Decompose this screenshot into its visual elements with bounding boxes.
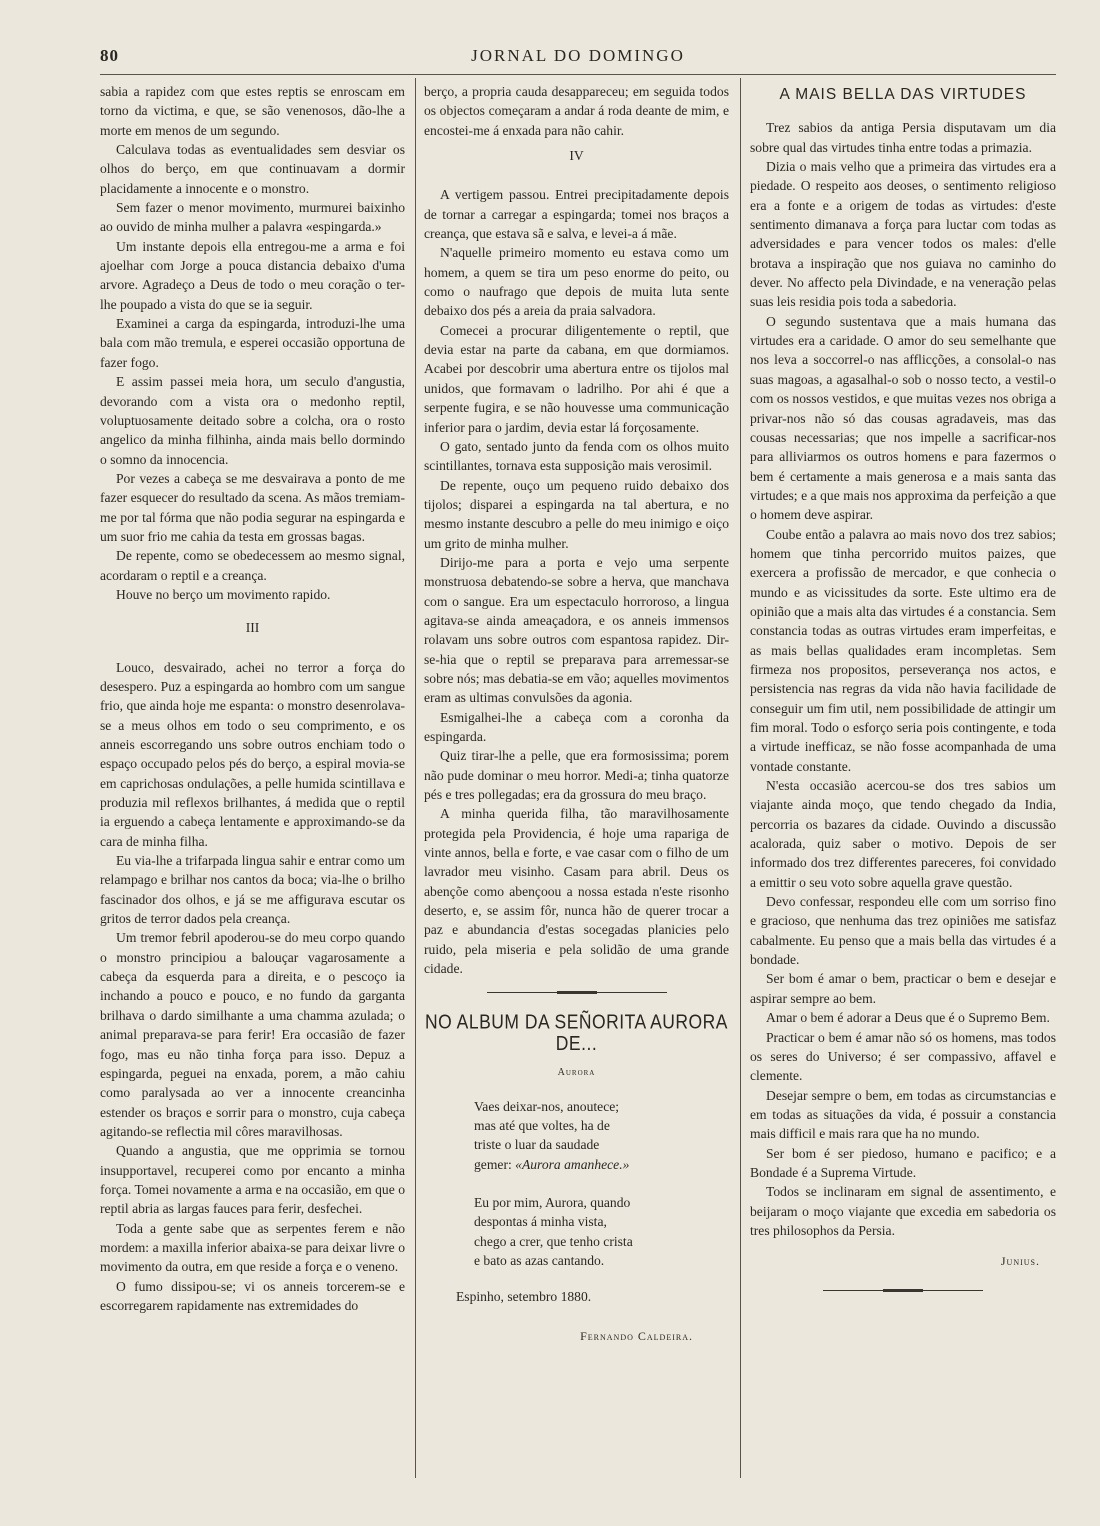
poem-line: triste o luar da saudade xyxy=(474,1137,600,1153)
divider-ornament xyxy=(823,1290,983,1294)
page-header xyxy=(100,46,1056,72)
paragraph: Desejar sempre o bem, em todas as circumstancias e em todas as situações da vida, é possuir a constancia mais difficil e mais rara que ha no mundo. xyxy=(750,1087,1056,1142)
column-2 xyxy=(424,82,729,1346)
header-rule xyxy=(100,74,1056,75)
paragraph: Sem fazer o menor movimento, murmurei baixinho ao ouvido de minha mulher a palavra «espingarda.» xyxy=(100,200,405,235)
poem-title: NO ALBUM DA SEÑORITA AURORA DE... xyxy=(425,1010,728,1056)
article-title: A MAIS BELLA DAS VIRTUDES xyxy=(779,86,1027,103)
paragraph: Houve no berço um movimento rapido. xyxy=(116,586,331,602)
paragraph: Por vezes a cabeça se me desvairava a ponto de me fazer esquecer do resultado da scena. As mãos tremiam-me por tal fórma que não podia segurar na espingarda e um suor frio me cahia da testa em grossas bagas. xyxy=(100,470,405,544)
poem-line: chego a crer, que tenho crista xyxy=(474,1233,633,1249)
page-number: 80 xyxy=(100,46,119,65)
paragraph: O segundo sustentava que a mais humana das virtudes era a caridade. O amor do seu semelhante que nos leva a soccorrel-o nas afflicções, a consolal-o nas suas magoas, a agasalhal-o sob o nosso tecto, a vestil-o com os nossos vestidos, e que muitas vezes nos obriga a privar-nos não só das cousas agradaveis, mas das cousas necessarias; que nos impelle a sacrificar-nos para alliviarmos os outros homens e para fazermos o bem é certamente a mais generosa e a mais santa das virtudes; e a que mais nos approxima da perfeição a que o homem deve aspirar. xyxy=(750,313,1056,523)
paragraph: Quiz tirar-lhe a pelle, que era formosissima; porem não pude dominar o meu horror. Medi-a; tinha quatorze pés e tres pollegadas; era da grossura do meu braço. xyxy=(424,748,729,803)
poem-line: e bato as azas cantando. xyxy=(474,1252,605,1268)
poem-line: mas até que voltes, ha de xyxy=(474,1117,610,1133)
paragraph: O fumo dissipou-se; vi os anneis torcerem-se e escorregarem rapidamente nas extremidades do xyxy=(100,1278,405,1313)
section-number: IV xyxy=(569,148,584,164)
paragraph: Coube então a palavra ao mais novo dos trez sabios; homem que tinha percorrido muitos paizes, que exercera a profissão de mercador, e que conhecia o mundo e as vicissitudes da sorte. Este ultimo era de opinião que a mais alta das virtudes é a constancia. Sem constancia todas as outras virtudes eram imperfeitas, e as mais bellas qualidades eram incompletas. Sem firmeza nos propositos, perseverança nos actos, e persistencia nas regras da vida não havia facilidade de conseguir um fim util, nem possibilidade de attingir um fim moral. Todo o esforço seria pois contingente, e toda a virtude inefficaz, se não fosse acompanhada de uma vontade constante. xyxy=(750,526,1056,774)
column-3 xyxy=(750,82,1056,1294)
divider-ornament xyxy=(487,992,667,996)
paragraph: N'aquelle primeiro momento eu estava como um homem, a quem se tira um peso enorme do peito, ou como o naufrago que depois de muita luta sente debaixo dos pés a areia da praia salvadora. xyxy=(424,245,729,319)
column-divider-2 xyxy=(740,78,741,1478)
paragraph: berço, a propria cauda desappareceu; em seguida todos os objectos começaram a andar á roda deante de mim, e encostei-me á enxada para não cahir. xyxy=(424,84,729,138)
poem-line-text: gemer: xyxy=(474,1156,516,1172)
paragraph: Practicar o bem é amar não só os homens, mas todos os seres do Universo; é ser compassivo, affavel e clemente. xyxy=(750,1029,1056,1084)
paragraph: sabia a rapidez com que estes reptis se enroscam em torno da victima, e que, se são venenosos, dão-lhe a morte em menos de um segundo. xyxy=(100,84,405,138)
poem-line: Eu por mim, Aurora, quando xyxy=(474,1194,631,1210)
poem-stanza-2 xyxy=(474,1193,729,1270)
poem-dateline: Espinho, setembro 1880. xyxy=(456,1289,592,1305)
paragraph: E assim passei meia hora, um seculo d'angustia, devorando com a vista ora o medonho reptil, voluptuosamente deitado sobre a colcha, ora o rosto angelico da minha filhinha, ainda mais bello dormindo o somno da innocencia. xyxy=(100,374,405,467)
paragraph: Louco, desvairado, achei no terror a força do desespero. Puz a espingarda ao hombro com um sangue frio, que ainda hoje me espanta: o monstro desenrolava-se a meus olhos em todo o seu comprimento, e os anneis escorregando uns sobre outros enchiam todo o espaço occupado pelos pés do berço, a espiral movia-se em caprichosas ondulações, a pelle humida scintillava e produzia mil reflexos brilhantes, á medida que o reptil ia erguendo a cabeça lentamente e approximando-se da cara de minha filha. xyxy=(100,659,405,849)
paragraph: Ser bom é ser piedoso, humano e pacifico; e a Bondade é a Suprema Virtude. xyxy=(750,1145,1056,1180)
author-signature: Junius. xyxy=(1000,1254,1040,1269)
paragraph: O gato, sentado junto da fenda com os olhos muito scintillantes, tornava esta supposição mais verosimil. xyxy=(424,438,729,474)
journal-title: JORNAL DO DOMINGO xyxy=(471,46,685,65)
paragraph: Quando a angustia, que me opprimia se tornou insupportavel, recuperei como por encanto a minha força. Tomei novamente a arma e na occasião, em que o reptil abria as largas fauces para ferir, desfechei. xyxy=(100,1143,405,1217)
paragraph: Trez sabios da antiga Persia disputavam um dia sobre qual das virtudes tinha entre todas a primazia. xyxy=(750,120,1056,155)
author-signature: Fernando Caldeira. xyxy=(580,1328,693,1343)
paragraph: Calculava todas as eventualidades sem desviar os olhos do berço, em que continuavam a dormir placidamente a innocente e o monstro. xyxy=(100,142,405,196)
poem-subtitle: Aurora xyxy=(557,1067,596,1079)
paragraph: Devo confessar, respondeu elle com um sorriso fino e gracioso, que nenhuma das trez opiniões me satisfaz cabalmente. Eu penso que a mais bella das virtudes é a bondade. xyxy=(750,894,1056,968)
paragraph: De repente, ouço um pequeno ruido debaixo dos tijolos; disparei a espingarda na tal abertura, e no mesmo instante descubro a pelle do meu inimigo e oiço um grito de minha mulher. xyxy=(424,477,729,551)
paragraph: Um tremor febril apoderou-se do meu corpo quando o monstro principiou a balouçar vagarosamente a cabeça da esquerda para a direita, e o pescoço ia inchando a pouco e pouco, e no fundo da garganta brilhava o dardo similhante a uma chamma azulada; o animal preparava-se para ferir! Era occasião de fazer fogo, mas eu não tinha força para isso. Depuz a espingarda, peguei na enxada, porem, a mão cahiu como paralysada ao ver a innocente creancinha estender os braços e sorrir para o monstro, cuja cabeça agitando-se reflectia mil côres maravilhosas. xyxy=(100,930,405,1139)
poem-line: Vaes deixar-nos, anoutece; xyxy=(474,1098,620,1114)
column-1 xyxy=(100,82,405,1315)
paragraph: Todos se inclinaram em signal de assentimento, e beijaram o moço viajante que excedia em sabedoria os tres philosophos da Persia. xyxy=(750,1184,1056,1238)
poem-line xyxy=(474,1155,729,1174)
paragraph: Toda a gente sabe que as serpentes ferem e não mordem: a maxilla inferior abaixa-se para deixar livre o movimento da outra, em que reside a força e o veneno. xyxy=(100,1220,405,1275)
paragraph: A minha querida filha, tão maravilhosamente protegida pela Providencia, é hoje uma rapariga de vinte annos, bella e forte, e vae casar com o filho de um lavrador meu visinho. Casam para abril. Deus os abençõe como abençoou a nossa estada n'este risonho deserto, e, se assim fôr, nunca hão de querer trocar a paz e abundancia d'estas socegadas planicies pelo ruido, pela miseria e pela solidão de uma grande cidade. xyxy=(424,806,729,977)
paragraph: A vertigem passou. Entrei precipitadamente depois de tornar a carregar a espingarda; tomei nos braços a creança, que estava sã e salva, e levei-a á mãe. xyxy=(424,187,729,242)
paragraph: Eu via-lhe a trifarpada lingua sahir e entrar como um relampago e brilhar nos cantos da boca; via-lhe o brilho fascinador dos olhos, e já se me affigurava escutar os gritos de terror dados pela creança. xyxy=(100,853,405,927)
paragraph: N'esta occasião acercou-se dos tres sabios um viajante ainda moço, que tendo chegado da India, percorria os bazares da cidade. Ouvindo a discussão acalorada, quiz saber o motivo. Depois de ser informado dos trez differentes pareceres, foi convidado a emittir o seu voto sobre aquella grave questão. xyxy=(750,778,1056,890)
paragraph: Esmigalhei-lhe a cabeça com a coronha da espingarda. xyxy=(424,709,729,744)
poem-line-italic: «Aurora amanhece.» xyxy=(515,1156,630,1172)
paragraph: Amar o bem é adorar a Deus que é o Supremo Bem. xyxy=(766,1010,1050,1026)
paragraph: De repente, como se obedecessem ao mesmo signal, acordaram o reptil e a creança. xyxy=(100,548,405,583)
paragraph: Comecei a procurar diligentemente o reptil, que devia estar na parte da cabana, em que dormiamos. Acabei por descobrir uma abertura entre os tijolos mal unidos, que formavam o ladrilho. Por ahi é que a serpente fugira, e se não houvesse uma communicação inferior para o jardim, devia estar lá forçosamente. xyxy=(424,322,729,435)
poem-stanza-1 xyxy=(474,1097,729,1174)
paragraph: Dizia o mais velho que a primeira das virtudes era a piedade. O respeito aos deoses, o sentimento religioso era a fonte e a origem de todas as virtudes: d'este sentimento dimanava a força para luctar com todas as adversidades e para vencer todos os males: d'elle brotava a inspiração que nos guiava no caminho do dever. No affecto pela Divindade, e na veneração pelas suas leis residia pois toda a sabedoria. xyxy=(750,159,1056,310)
poem-line: despontas á minha vista, xyxy=(474,1214,607,1230)
column-divider-1 xyxy=(415,78,416,1478)
paragraph: Ser bom é amar o bem, practicar o bem e desejar e aspirar sempre ao bem. xyxy=(750,971,1056,1006)
paragraph: Dirijo-me para a porta e vejo uma serpente monstruosa debatendo-se sobre a herva, que manchava com o sangue. Era um espectaculo horroroso, a lingua agitava-se ainda ameaçadora, e os anneis immensos rolavam uns sobre outros com espantosa rapidez. Dir-se-hia que o reptil se preparava para arremessar-se sobre nós; mas debatia-se em vão; aquelles movimentos eram as ultimas convulsões da agonia. xyxy=(424,554,729,706)
section-number: III xyxy=(245,620,260,636)
paragraph: Examinei a carga da espingarda, introduzi-lhe uma bala com mão tremula, e esperei occasião opportuna de fazer fogo. xyxy=(100,316,405,370)
paragraph: Um instante depois ella entregou-me a arma e foi ajoelhar com Jorge a pouca distancia debaixo d'uma arvore. Agradeço a Deus de todo o meu coração o ter-lhe poupado a vista do que se ia seguir. xyxy=(100,238,405,312)
